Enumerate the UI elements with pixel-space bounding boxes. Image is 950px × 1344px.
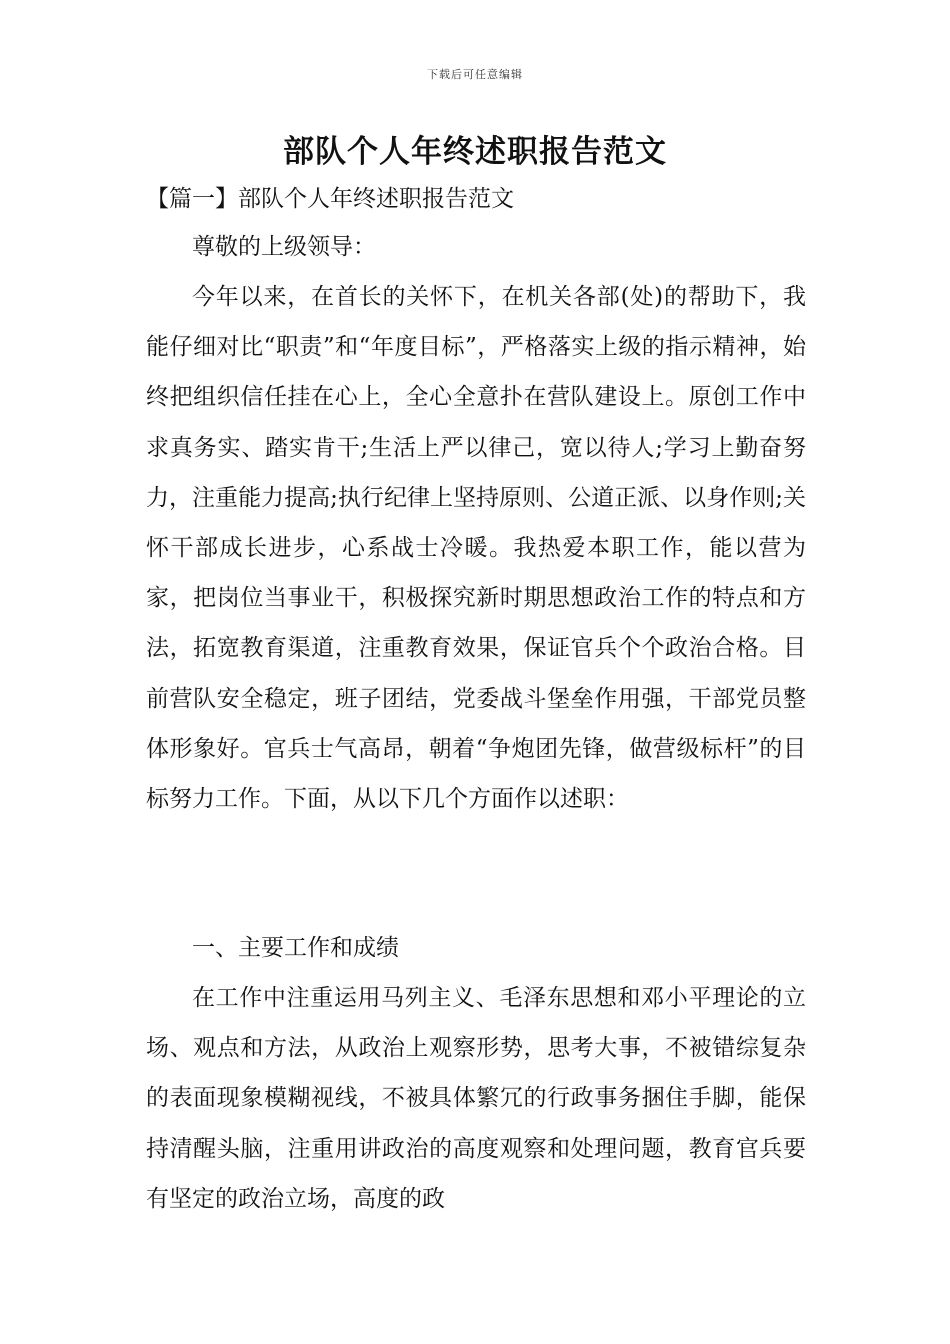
salutation: 尊敬的上级领导：	[192, 234, 376, 260]
paragraph-1: 今年以来，在首长的关怀下，在机关各部(处)的帮助下，我能仔细对比“职责”和“年度目标”，严格落实上级的指示精神，始终把组织信任挂在心上，全心全意扑在营队建设上。原创工作中求真务实、踏实肯干;生活上严以律己，宽以待人;学习上勤奋努力，注重能力提高;执行纪律上坚持原则、公道正派、以身作则;关怀干部成长进步，心系战士冷暖。我热爱本职工作，能以营为家，把岗位当事业干，积极探究新时期思想政治工作的特点和方法，拓宽教育渠道，注重教育效果，保证官兵个个政治合格。目前营队安全稳定，班子团结，党委战斗堡垒作用强，干部党员整体形象好。官兵士气高昂，朝着“争炮团先锋，做营级标杆”的目标努力工作。下面，从以下几个方面作以述职：	[146, 284, 806, 813]
header-note: 下载后可任意编辑	[427, 68, 523, 81]
document-title: 部队个人年终述职报告范文	[283, 134, 667, 170]
subheading-main-work: 一、主要工作和成绩	[192, 935, 399, 961]
section-heading: 【篇一】部队个人年终述职报告范文	[146, 186, 514, 212]
paragraph-2: 在工作中注重运用马列主义、毛泽东思想和邓小平理论的立场、观点和方法，从政治上观察形势，思考大事，不被错综复杂的表面现象模糊视线，不被具体繁冗的行政事务捆住手脚，能保持清醒头脑，注重用讲政治的高度观察和处理问题，教育官兵要有坚定的政治立场，高度的政	[146, 985, 806, 1212]
